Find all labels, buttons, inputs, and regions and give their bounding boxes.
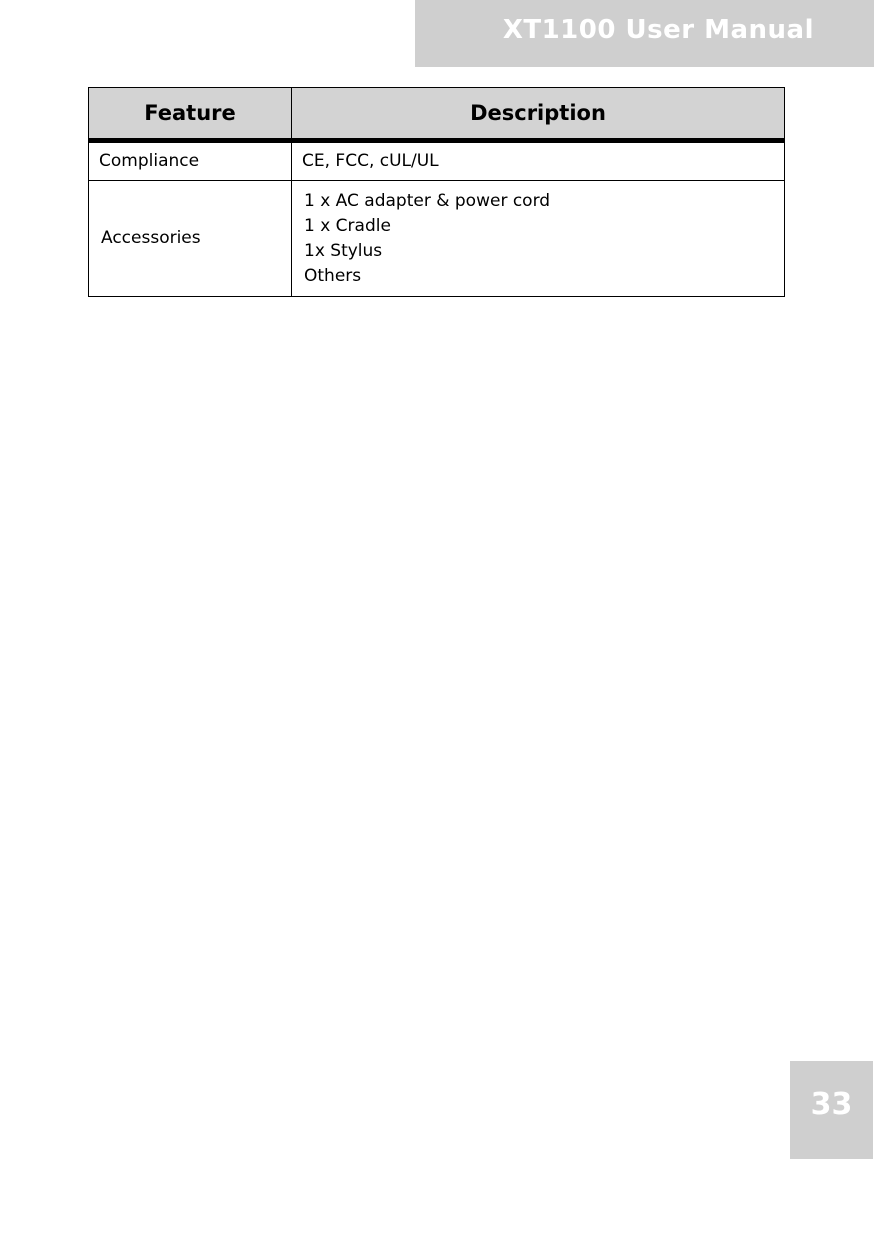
feature-cell: Compliance [89, 141, 292, 181]
description-cell [292, 141, 785, 181]
description-line: 1 x Cradle [304, 215, 391, 236]
table-row [89, 181, 785, 297]
page-number: 33 [810, 1087, 853, 1122]
description-line: 1 x AC adapter & power cord [304, 190, 551, 211]
description-line: Others [304, 265, 362, 286]
specification-table [88, 87, 785, 297]
table-row [89, 141, 785, 181]
description-cell [292, 181, 785, 297]
description-line: 1x Stylus [304, 240, 383, 261]
description-line: CE, FCC, cUL/UL [302, 151, 439, 171]
column-header-description: Description [292, 88, 785, 141]
feature-cell: Accessories [89, 181, 292, 297]
manual-title: XT1100 User Manual [502, 15, 814, 45]
column-header-feature: Feature [89, 88, 292, 141]
page-number-tab [790, 1061, 873, 1159]
header-tab [415, 0, 874, 67]
table-header-row [89, 88, 785, 141]
